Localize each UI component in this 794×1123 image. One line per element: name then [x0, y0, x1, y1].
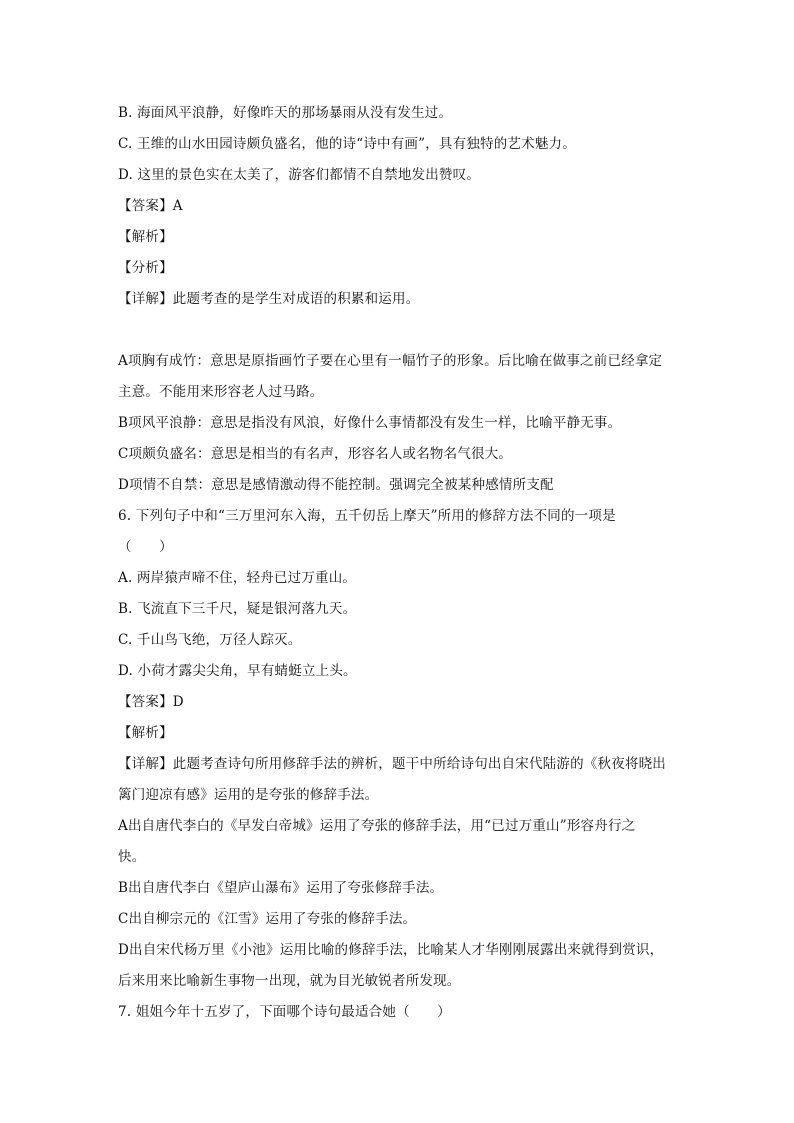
explanation-c-line: C项颇负盛名：意思是相当的有名声，形容名人或名物名气很大。	[118, 446, 513, 462]
question-6-stem: 6. 下列句子中和“三万里河东入海，五千仞岳上摩天”所用的修辞方法不同的一项是	[118, 508, 616, 524]
q6-explanation-d-line-2: 后来用来比喻新生事物一出现，就为目光敏锐者所发现。	[118, 973, 461, 989]
detail-6-line-1: 【详解】此题考查诗句所用修辞手法的辨析，题干中所给诗句出自宋代陆游的《秋夜将晓出	[118, 756, 666, 772]
detail-6-line-2: 篱门迎凉有感》运用的是夸张的修辞手法。	[118, 787, 379, 803]
answer-label-5: 【答案】A	[118, 198, 183, 214]
q6-explanation-a-line-2: 快。	[118, 849, 146, 865]
question-6-option-a: A. 两岸猿声啼不住，轻舟已过万重山。	[118, 570, 357, 586]
question-6-option-d: D. 小荷才露尖尖角，早有蜻蜓立上头。	[118, 663, 357, 679]
q6-explanation-c-line: C出自柳宗元的《江雪》运用了夸张的修辞手法。	[118, 911, 417, 927]
explanation-a-line-2: 主意。不能用来形容老人过马路。	[118, 384, 324, 400]
question-6-option-c: C. 千山鸟飞绝，万径人踪灭。	[118, 632, 302, 648]
q6-explanation-a-line-1: A出自唐代李白的《早发白帝城》运用了夸张的修辞手法，用“已过万重山”形容舟行之	[118, 818, 636, 834]
question-6-paren: （ ）	[118, 539, 173, 555]
answer-label-6: 【答案】D	[118, 694, 184, 710]
explanation-b-line: B项风平浪静：意思是指没有风浪，好像什么事情都没有发生一样，比喻平静无事。	[118, 415, 622, 431]
option-d-line: D. 这里的景色实在太美了，游客们都情不自禁地发出赞叹。	[118, 167, 481, 183]
detail-label-5: 【详解】此题考查的是学生对成语的积累和运用。	[118, 291, 420, 307]
explanation-a-line-1: A项胸有成竹：意思是原指画竹子要在心里有一幅竹子的形象。后比喻在做事之前已经拿定	[118, 353, 663, 369]
q6-explanation-d-line-1: D出自宋代杨万里《小池》运用比喻的修辞手法，比喻某人才华刚刚展露出来就得到赏识，	[118, 942, 664, 958]
q6-explanation-b-line: B出自唐代李白《望庐山瀑布》运用了夸张修辞手法。	[118, 880, 444, 896]
question-6-option-b: B. 飞流直下三千尺，疑是银河落九天。	[118, 601, 357, 617]
fenxi-label-5: 【分析】	[118, 260, 173, 276]
analysis-label-6: 【解析】	[118, 725, 173, 741]
analysis-label-5: 【解析】	[118, 229, 173, 245]
explanation-d-line: D项情不自禁：意思是感情激动得不能控制。强调完全被某种感情所支配	[118, 477, 554, 493]
option-c-line: C. 王维的山水田园诗颇负盛名，他的诗“诗中有画”，具有独特的艺术魅力。	[118, 136, 576, 152]
option-b-line: B. 海面风平浪静，好像昨天的那场暴雨从没有发生过。	[118, 105, 453, 121]
question-7-stem: 7. 姐姐今年十五岁了，下面哪个诗句最适合她（ ）	[118, 1004, 451, 1020]
